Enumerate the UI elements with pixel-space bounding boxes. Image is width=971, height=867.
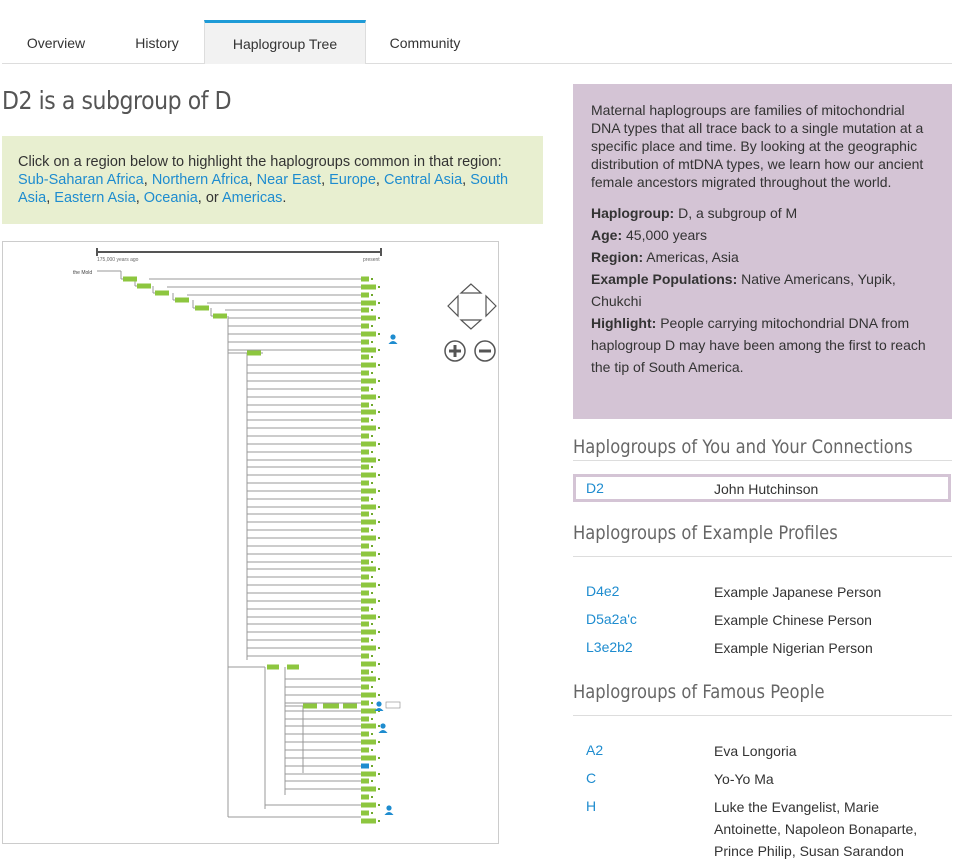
- tree-node[interactable]: [361, 363, 376, 368]
- age-field: Age: 45,000 years: [591, 227, 707, 243]
- tree-node-marker: [378, 427, 380, 429]
- tree-node-marker: [378, 568, 380, 570]
- tree-node[interactable]: [287, 665, 299, 670]
- tab-overview[interactable]: Overview: [26, 35, 86, 51]
- tree-node[interactable]: [361, 528, 369, 533]
- tree-node-marker: [371, 686, 373, 688]
- tree-node-marker: [371, 325, 373, 327]
- haplogroup-link[interactable]: D5a2a'c: [586, 611, 637, 627]
- tree-node-marker: [378, 302, 380, 304]
- region-link-northern-africa[interactable]: Northern Africa: [151, 172, 249, 188]
- tree-node[interactable]: [361, 434, 369, 439]
- tree-nav-controls: [445, 284, 496, 361]
- haplogroup-field: Haplogroup: D, a subgroup of M: [591, 205, 798, 221]
- section-title-famous: Haplogroups of Famous People: [573, 681, 825, 703]
- tree-node-marker: [371, 639, 373, 641]
- haplogroup-link[interactable]: C: [586, 770, 597, 786]
- tree-node[interactable]: [361, 615, 376, 620]
- tree-node[interactable]: [361, 387, 369, 392]
- tree-node[interactable]: [361, 442, 376, 447]
- tree-node[interactable]: [361, 709, 376, 714]
- tree-node-marker: [378, 490, 380, 492]
- person-name: Eva Longoria: [714, 743, 797, 759]
- tree-node-marker: [378, 474, 380, 476]
- tree-node-marker: [371, 341, 373, 343]
- haplogroup-link[interactable]: D2: [586, 480, 604, 496]
- tree-node[interactable]: [361, 293, 369, 298]
- tree-node[interactable]: [361, 575, 369, 580]
- tree-node[interactable]: [361, 607, 369, 612]
- tree-node-marker: [378, 663, 380, 665]
- tree-node[interactable]: [361, 544, 369, 549]
- tree-node[interactable]: [361, 787, 376, 792]
- haplogroup-link[interactable]: H: [586, 798, 597, 814]
- tree-node-marker: [371, 780, 373, 782]
- haplogroup-tree-viewer[interactable]: [2, 241, 499, 844]
- haplogroup-description: Maternal haplogroups are families of mitochondrial DNA types that all trace back to a single mutation at a specific place and time. By looking at the geographic distribution of mtDNA types, we learn how our ancient female ancestors migrated throughout the world.: [591, 102, 924, 190]
- section-divider: [573, 556, 952, 557]
- highlight-field: Highlight: People carrying mitochondrial DNA from haplogroup D may have been among the first to reach the tip of South America.: [591, 315, 926, 375]
- tree-node-marker: [371, 482, 373, 484]
- tree-node-marker: [371, 623, 373, 625]
- tree-node-marker: [371, 404, 373, 406]
- tree-node[interactable]: [361, 630, 376, 635]
- tree-node[interactable]: [361, 622, 369, 627]
- tree-node[interactable]: [361, 693, 376, 698]
- tree-root-label: the Mold: [73, 270, 93, 276]
- tree-node-marker: [378, 678, 380, 680]
- region-link-oceania[interactable]: Oceania: [143, 190, 198, 206]
- tree-node[interactable]: [361, 740, 376, 745]
- tree-node[interactable]: [361, 348, 376, 353]
- tree-node[interactable]: [361, 340, 369, 345]
- tree-node-marker: [371, 372, 373, 374]
- tree-node[interactable]: [361, 395, 376, 400]
- tree-node-marker: [378, 411, 380, 413]
- tree-node[interactable]: [361, 599, 376, 604]
- haplogroup-link[interactable]: A2: [586, 742, 604, 758]
- tab-community[interactable]: Community: [389, 35, 461, 51]
- zoom-in-icon[interactable]: [445, 341, 465, 361]
- tree-node[interactable]: [361, 654, 369, 659]
- tree-node-marker: [371, 671, 373, 673]
- tree-node[interactable]: [195, 306, 209, 311]
- tree-edges: [97, 271, 361, 817]
- section-title-you: Haplogroups of You and Your Connections: [573, 436, 913, 458]
- tab-bar: [2, 20, 952, 64]
- tree-node-marker: [378, 396, 380, 398]
- region-link-south-asia[interactable]: South Asia: [18, 172, 509, 206]
- tree-node-marker: [371, 388, 373, 390]
- tree-node[interactable]: [361, 481, 369, 486]
- tree-node[interactable]: [361, 811, 369, 816]
- tree-node[interactable]: [361, 701, 369, 706]
- tree-node[interactable]: [361, 512, 369, 517]
- zoom-out-icon[interactable]: [475, 341, 495, 361]
- region-link-eastern-asia[interactable]: Eastern Asia: [54, 190, 136, 206]
- person-icon: [379, 723, 388, 733]
- tree-node[interactable]: [361, 646, 376, 651]
- tree-node[interactable]: [361, 316, 376, 321]
- person-icon: [389, 334, 398, 344]
- scale-left-label: 175,000 years ago: [97, 257, 139, 263]
- region-link-sub-saharan-africa[interactable]: Sub-Saharan Africa: [18, 172, 144, 188]
- tree-node-marker: [378, 459, 380, 461]
- tree-node-marker: [378, 773, 380, 775]
- tree-node[interactable]: [361, 591, 369, 596]
- tree-node-marker: [378, 804, 380, 806]
- person-icon: [385, 805, 394, 815]
- tree-node-marker: [371, 498, 373, 500]
- tree-node-marker: [378, 521, 380, 523]
- tree-node[interactable]: [361, 489, 376, 494]
- tree-node[interactable]: [175, 298, 189, 303]
- tree-node[interactable]: [361, 277, 369, 282]
- tree-node[interactable]: [361, 324, 369, 329]
- tree-person-markers: [375, 334, 398, 815]
- haplogroup-tree-canvas[interactable]: [3, 242, 499, 844]
- tree-nodes[interactable]: [123, 277, 400, 824]
- tree-node[interactable]: [361, 717, 369, 722]
- tree-node-marker: [371, 513, 373, 515]
- tree-node-marker: [371, 733, 373, 735]
- tree-node[interactable]: [361, 732, 369, 737]
- selected-node-tooltip: [386, 702, 400, 708]
- tree-node[interactable]: [361, 473, 376, 478]
- tree-node-marker: [371, 608, 373, 610]
- scale-right-label: present: [363, 257, 380, 263]
- tree-node-marker: [378, 616, 380, 618]
- tree-node[interactable]: [361, 685, 369, 690]
- region-link-americas[interactable]: Americas: [221, 190, 283, 206]
- tree-node[interactable]: [361, 764, 369, 769]
- tree-node[interactable]: [361, 418, 369, 423]
- pan-up-icon[interactable]: [461, 284, 481, 293]
- tree-node[interactable]: [343, 704, 357, 709]
- tree-node-marker: [371, 466, 373, 468]
- section-title-examples: Haplogroups of Example Profiles: [573, 522, 838, 544]
- tree-node-marker: [371, 576, 373, 578]
- region-or-text: or: [205, 190, 219, 206]
- tree-node-marker: [378, 553, 380, 555]
- haplogroup-info-panel: [573, 84, 952, 419]
- tree-node[interactable]: [361, 301, 376, 306]
- region-link-europe[interactable]: Europe: [329, 172, 376, 188]
- tree-node-marker: [371, 749, 373, 751]
- tree-node-marker: [378, 506, 380, 508]
- tree-node[interactable]: [137, 284, 151, 289]
- tree-node[interactable]: [361, 497, 369, 502]
- tree-node-marker: [378, 349, 380, 351]
- tree-node[interactable]: [361, 560, 369, 565]
- tree-node-marker: [371, 309, 373, 311]
- tree-node[interactable]: [361, 465, 369, 470]
- person-icon: [375, 701, 384, 711]
- tree-node-marker: [378, 741, 380, 743]
- tree-node[interactable]: [361, 803, 376, 808]
- tree-node-marker: [378, 600, 380, 602]
- tree-node-marker: [378, 364, 380, 366]
- tree-node-marker: [371, 561, 373, 563]
- tree-node[interactable]: [361, 371, 369, 376]
- tree-node[interactable]: [303, 704, 317, 709]
- pan-left-icon[interactable]: [448, 296, 458, 316]
- region-intro: Click on a region below to highlight the haplogroups common in that region:: [18, 154, 502, 170]
- tree-node[interactable]: [361, 520, 376, 525]
- tree-node-marker: [371, 356, 373, 358]
- tree-node[interactable]: [361, 403, 369, 408]
- tree-node-marker: [371, 702, 373, 704]
- tree-node-marker: [378, 286, 380, 288]
- pan-right-icon[interactable]: [486, 296, 496, 316]
- tree-node-marker: [378, 333, 380, 335]
- tree-node[interactable]: [361, 662, 376, 667]
- tree-node[interactable]: [361, 410, 376, 415]
- pan-down-icon[interactable]: [461, 320, 481, 329]
- tree-node[interactable]: [361, 779, 369, 784]
- region-link-near-east[interactable]: Near East: [256, 172, 322, 188]
- tree-node[interactable]: [123, 277, 137, 282]
- tree-node-marker: [378, 631, 380, 633]
- tree-node[interactable]: [247, 351, 261, 356]
- tree-node-marker: [371, 278, 373, 280]
- tree-node[interactable]: [361, 379, 376, 384]
- tree-node[interactable]: [361, 567, 376, 572]
- person-name: John Hutchinson: [714, 481, 819, 497]
- person-name: Example Nigerian Person: [714, 640, 873, 656]
- tree-node[interactable]: [361, 795, 369, 800]
- tree-node[interactable]: [267, 665, 279, 670]
- tree-node-marker: [378, 380, 380, 382]
- tree-node-marker: [378, 317, 380, 319]
- tree-node-marker: [371, 718, 373, 720]
- tree-node[interactable]: [361, 426, 376, 431]
- tree-node-marker: [378, 694, 380, 696]
- tree-node[interactable]: [361, 748, 369, 753]
- tree-node-marker: [378, 584, 380, 586]
- tree-node[interactable]: [213, 314, 227, 319]
- time-scale: [97, 248, 381, 263]
- tab-haplogroup-tree[interactable]: Haplogroup Tree: [204, 20, 366, 64]
- example-populations-field: Example Populations: Native Americans, Yupik, Chukchi: [591, 271, 896, 309]
- tree-node[interactable]: [361, 332, 376, 337]
- tree-node[interactable]: [361, 450, 369, 455]
- tree-node-marker: [378, 757, 380, 759]
- person-name: Example Chinese Person: [714, 612, 872, 628]
- tree-node[interactable]: [323, 704, 339, 709]
- tree-node[interactable]: [361, 724, 376, 729]
- tree-node-marker: [378, 788, 380, 790]
- region-field: Region: Americas, Asia: [591, 249, 739, 265]
- tree-node-marker: [371, 419, 373, 421]
- tree-node-marker: [378, 647, 380, 649]
- tree-node[interactable]: [361, 583, 376, 588]
- tree-node-marker: [371, 765, 373, 767]
- tree-node-marker: [371, 592, 373, 594]
- tree-node[interactable]: [361, 536, 376, 541]
- tree-node[interactable]: [361, 677, 376, 682]
- tree-node-marker: [371, 294, 373, 296]
- section-divider: [573, 460, 952, 461]
- tree-node-marker: [371, 545, 373, 547]
- tree-node[interactable]: [361, 355, 369, 360]
- tree-node[interactable]: [361, 670, 369, 675]
- tree-node[interactable]: [155, 291, 169, 296]
- tree-node[interactable]: [361, 552, 376, 557]
- tree-node-marker: [378, 537, 380, 539]
- tree-node-marker: [371, 812, 373, 814]
- tree-node[interactable]: [361, 819, 376, 824]
- haplogroup-link[interactable]: L3e2b2: [586, 639, 633, 655]
- tree-node-marker: [371, 451, 373, 453]
- tab-history[interactable]: History: [135, 35, 179, 51]
- tree-node[interactable]: [361, 308, 369, 313]
- tree-node-marker: [378, 820, 380, 822]
- tree-node-marker: [371, 796, 373, 798]
- tree-node[interactable]: [361, 285, 376, 290]
- tree-node-marker: [378, 725, 380, 727]
- haplogroup-link[interactable]: D4e2: [586, 583, 620, 599]
- tree-node[interactable]: [361, 638, 369, 643]
- region-link-central-asia[interactable]: Central Asia: [383, 172, 463, 188]
- tree-node[interactable]: [361, 458, 376, 463]
- region-selector: Click on a region below to highlight the haplogroups common in that region: Sub-Saharan Africa, Northern Africa, Near East, Europe, Central Asia, South Asia, Eastern Asia, Oceania, or Americas.: [2, 136, 543, 224]
- tree-node[interactable]: [361, 772, 376, 777]
- tree-node-marker: [371, 655, 373, 657]
- tree-node[interactable]: [361, 756, 376, 761]
- person-name: Luke the Evangelist, Marie Antoinette, Napoleon Bonaparte, Prince Philip, Susan Sarandon: [714, 799, 918, 859]
- tree-node[interactable]: [361, 505, 376, 510]
- section-divider: [573, 715, 952, 716]
- tree-node-marker: [371, 529, 373, 531]
- tree-node-marker: [371, 435, 373, 437]
- person-name: Yo-Yo Ma: [714, 771, 774, 787]
- tree-node-marker: [378, 443, 380, 445]
- person-name: Example Japanese Person: [714, 584, 882, 600]
- page-title: D2 is a subgroup of D: [2, 86, 232, 115]
